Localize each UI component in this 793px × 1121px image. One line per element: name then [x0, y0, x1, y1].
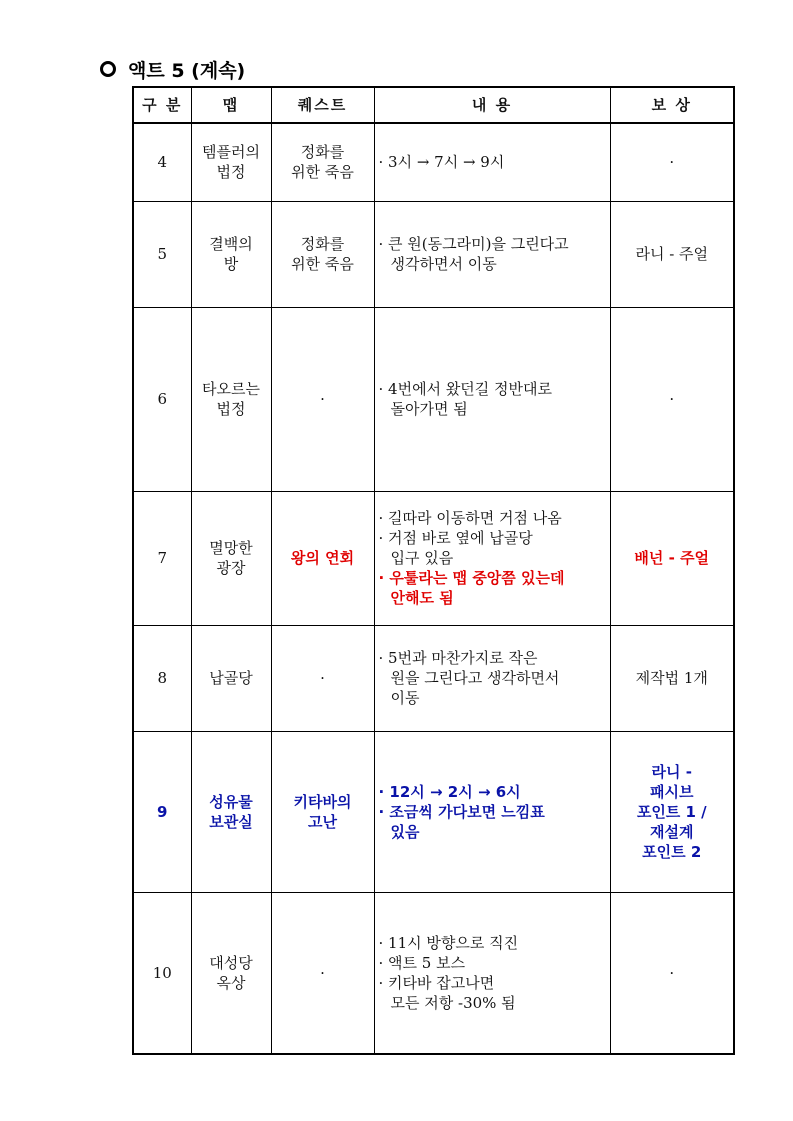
reward-cell — [610, 307, 734, 491]
quest-cell — [271, 491, 374, 625]
table-row — [133, 201, 734, 307]
quest-cell-line: · — [320, 963, 325, 982]
header-content: 내 용 — [374, 87, 610, 123]
map-cell-line: 광장 — [216, 559, 246, 577]
reward-cell-line: 배넌 - 주얼 — [634, 549, 710, 567]
map-cell — [191, 892, 271, 1054]
reward-cell — [610, 892, 734, 1054]
table-row — [133, 731, 734, 892]
content-cell — [374, 892, 610, 1054]
map-cell-line: 법정 — [216, 163, 246, 182]
header-reward: 보 상 — [610, 87, 734, 123]
reward-cell — [610, 731, 734, 892]
content-line: 입구 있음 — [390, 549, 454, 567]
content-line: · 큰 원(동그라미)을 그린다고 — [378, 235, 569, 253]
content-line: · 3시 → 7시 → 9시 — [378, 153, 505, 172]
reward-cell — [610, 625, 734, 731]
row-number: 5 — [133, 201, 191, 307]
content-line: · 12시 → 2시 → 6시 — [378, 782, 521, 801]
row-number: 10 — [133, 892, 191, 1054]
content-line: · 우툴라는 맵 중앙쯤 있는데 — [378, 569, 565, 587]
section-title: 액트 5 (계속) — [128, 59, 246, 82]
reward-cell — [610, 491, 734, 625]
content-line: · 4번에서 왔던길 정반대로 — [378, 380, 553, 398]
content-line: 모든 저항 -30% 됨 — [390, 993, 516, 1012]
content-line: · 거점 바로 옆에 납골당 — [378, 529, 533, 547]
content-line: · 조금씩 가다보면 느낌표 — [378, 802, 545, 821]
quest-cell — [271, 892, 374, 1054]
content-cell — [374, 123, 610, 201]
map-cell — [191, 491, 271, 625]
row-number: 4 — [133, 123, 191, 201]
content-cell — [374, 731, 610, 892]
quest-cell-line: 고난 — [308, 812, 337, 831]
content-line: · 키타바 잡고나면 — [378, 973, 495, 992]
quest-cell — [271, 123, 374, 201]
reward-cell — [610, 201, 734, 307]
content-line: 돌아가면 됨 — [390, 400, 468, 418]
quest-cell-line: 키타바의 — [293, 792, 352, 811]
map-cell-line: 대성당 — [209, 953, 253, 972]
content-line: 이동 — [390, 689, 420, 707]
reward-cell-line: · — [669, 153, 675, 172]
table-header-row — [133, 87, 734, 123]
quest-cell-line: 위한 죽음 — [291, 255, 354, 273]
content-line: 안해도 됨 — [390, 589, 454, 607]
quest-cell-line: · — [320, 669, 325, 687]
content-line: 있음 — [390, 822, 420, 841]
act-table — [132, 86, 735, 1055]
row-number: 9 — [133, 731, 191, 892]
quest-cell — [271, 201, 374, 307]
map-cell — [191, 201, 271, 307]
content-line: · 액트 5 보스 — [378, 953, 466, 972]
header-quest: 퀘스트 — [271, 87, 374, 123]
table-row — [133, 491, 734, 625]
content-cell — [374, 625, 610, 731]
reward-cell-line: 패시브 — [650, 782, 694, 801]
row-number: 8 — [133, 625, 191, 731]
reward-cell-line: 제작법 1개 — [635, 669, 708, 687]
quest-cell — [271, 731, 374, 892]
quest-cell-line: · — [320, 390, 325, 408]
row-number: 6 — [133, 307, 191, 491]
quest-cell-line: 정화를 — [300, 235, 345, 253]
quest-cell-line: 왕의 연회 — [290, 549, 355, 567]
content-line: · 11시 방향으로 직진 — [378, 933, 519, 952]
reward-cell-line: 라니 - — [651, 762, 692, 781]
map-cell-line: 옥상 — [216, 973, 246, 992]
map-cell-line: 멸망한 — [209, 539, 253, 557]
header-map: 맵 — [191, 87, 271, 123]
quest-cell — [271, 625, 374, 731]
map-cell — [191, 625, 271, 731]
reward-cell-line: · — [669, 963, 675, 982]
circle-bullet-icon — [100, 61, 116, 77]
reward-cell-line: 라니 - 주얼 — [635, 245, 709, 263]
map-cell — [191, 307, 271, 491]
row-number: 7 — [133, 491, 191, 625]
quest-cell-line: 위한 죽음 — [291, 163, 354, 182]
map-cell-line: 성유물 — [209, 792, 253, 811]
table-row — [133, 892, 734, 1054]
reward-cell-line: · — [669, 390, 675, 408]
map-cell-line: 타오르는 — [202, 380, 260, 398]
content-cell — [374, 201, 610, 307]
table-row — [133, 625, 734, 731]
header-division: 구 분 — [133, 87, 191, 123]
content-line: 원을 그린다고 생각하면서 — [390, 669, 560, 687]
map-cell-line: 결백의 — [209, 235, 253, 253]
table-row — [133, 307, 734, 491]
map-cell-line: 방 — [223, 255, 239, 273]
reward-cell-line: 포인트 1 / — [636, 802, 707, 821]
reward-cell — [610, 123, 734, 201]
content-line: 생각하면서 이동 — [390, 255, 497, 273]
map-cell — [191, 731, 271, 892]
reward-cell-line: 재설계 — [650, 822, 694, 841]
table-row — [133, 123, 734, 201]
map-cell-line: 보관실 — [209, 812, 253, 831]
content-cell — [374, 307, 610, 491]
map-cell — [191, 123, 271, 201]
map-cell-line: 템플러의 — [202, 143, 260, 162]
quest-cell-line: 정화를 — [300, 143, 345, 162]
map-cell-line: 법정 — [216, 400, 246, 418]
content-line: · 5번과 마찬가지로 작은 — [378, 649, 538, 667]
map-cell-line: 납골당 — [209, 669, 253, 687]
content-line: · 길따라 이동하면 거점 나옴 — [378, 509, 562, 527]
section-heading — [100, 54, 245, 84]
reward-cell-line: 포인트 2 — [642, 842, 702, 861]
content-cell — [374, 491, 610, 625]
quest-cell — [271, 307, 374, 491]
